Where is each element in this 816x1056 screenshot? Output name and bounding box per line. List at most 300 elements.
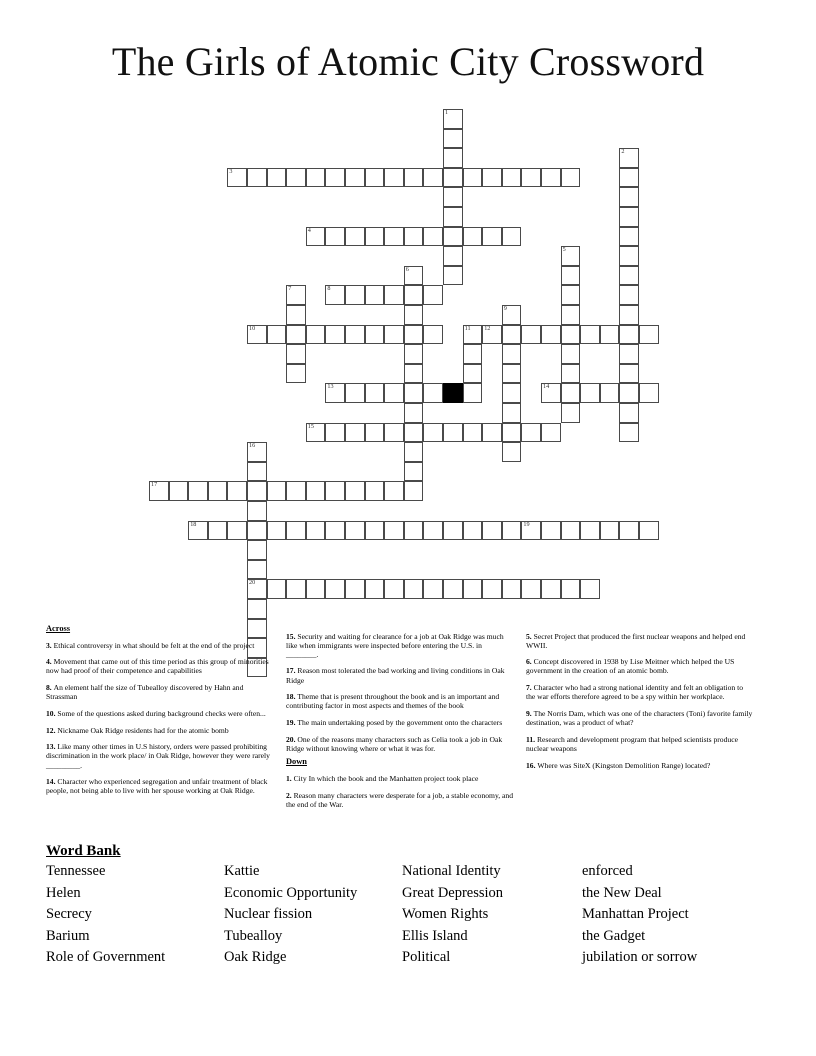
clue-down-9 [526,709,754,727]
grid-cell[interactable] [561,521,581,541]
grid-cell[interactable] [404,285,424,305]
grid-cell[interactable] [404,227,424,247]
clue-text: The Norris Dam, which was one of the characters (Toni) favorite family destination, was a product of what? [526,708,753,728]
grid-cell[interactable] [365,423,385,443]
grid-cell[interactable] [325,285,345,305]
grid-cell[interactable] [286,168,306,188]
grid-cell[interactable] [325,168,345,188]
grid-cell[interactable] [345,481,365,501]
grid-cell[interactable] [365,285,385,305]
grid-cell[interactable] [463,521,483,541]
grid-cell[interactable] [286,325,306,345]
clue-number: 8. [46,683,54,693]
grid-cell[interactable] [247,521,267,541]
grid-cell[interactable] [463,423,483,443]
grid-cell-number: 17 [151,481,158,489]
word-bank-item: the New Deal [582,884,662,901]
word-bank-item: Oak Ridge [224,949,287,965]
grid-cell[interactable] [463,325,483,345]
grid-cell[interactable] [345,423,365,443]
grid-cell[interactable] [345,383,365,403]
clue-number: 5. [526,631,534,641]
grid-cell[interactable] [247,599,267,619]
grid-cell[interactable] [443,207,463,227]
clue-number: 16. [526,760,538,770]
grid-cell[interactable] [443,187,463,207]
grid-cell[interactable] [286,481,306,501]
grid-cell[interactable] [580,579,600,599]
word-bank-item: Political [402,949,451,965]
clue-text: Ethical controversy in what should be felt at the end of the project [53,640,255,650]
grid-cell[interactable] [561,383,581,403]
word-bank-item: Helen [46,884,81,901]
grid-cell[interactable] [619,325,639,345]
grid-cell-number: 3 [229,167,233,175]
word-bank-item: enforced [582,863,633,879]
grid-cell[interactable] [502,423,522,443]
grid-cell[interactable] [482,423,502,443]
clue-number: 13. [46,742,58,752]
grid-cell[interactable] [325,325,345,345]
grid-cell[interactable] [600,325,620,345]
grid-cell[interactable] [482,579,502,599]
grid-cell[interactable] [502,403,522,423]
grid-cell[interactable] [227,481,247,501]
grid-cell[interactable] [306,481,326,501]
grid-cell[interactable] [345,521,365,541]
grid-cell[interactable] [443,423,463,443]
grid-cell[interactable] [443,227,463,247]
grid-cell[interactable] [561,246,581,266]
grid-cell[interactable] [639,521,659,541]
grid-cell[interactable] [639,383,659,403]
grid-cell[interactable] [404,442,424,462]
word-bank-item: Ellis Island [402,927,468,944]
clue-across-8 [46,683,274,701]
grid-cell-number: 13 [327,383,334,391]
clue-down-2 [286,791,514,809]
clue-text: Like many other times in U.S history, orders were passed prohibiting discrimination in the work place/ in Oak Ridge, however they were rarely _________. [46,742,270,770]
grid-cell[interactable] [561,285,581,305]
grid-cell[interactable] [247,481,267,501]
grid-cell[interactable] [247,579,267,599]
grid-cell[interactable] [423,325,443,345]
grid-cell[interactable] [561,168,581,188]
clue-text: Character who had a strong national identity and felt an obligation to the war efforts therefore agreed to be a spy within her workplace. [526,683,743,702]
clue-text: Theme that is present throughout the book and is an important and contributing factor in most aspects and themes of the book [286,692,500,711]
grid-cell[interactable] [404,325,424,345]
grid-cell[interactable] [404,481,424,501]
clue-text: Research and development program that helped scientists produce nuclear weapons [526,734,738,753]
clue-number: 14. [46,777,58,787]
grid-cell-number: 12 [484,324,491,332]
grid-cell[interactable] [325,423,345,443]
grid-cell-number: 6 [405,265,409,273]
grid-cell[interactable] [482,521,502,541]
grid-cell-blocked [443,383,463,403]
grid-cell[interactable] [482,168,502,188]
grid-cell-number: 1 [445,109,449,116]
clue-text: Some of the questions asked during background checks were often... [57,708,266,718]
grid-cell[interactable] [247,540,267,560]
grid-cell[interactable] [521,579,541,599]
clue-text: An element half the size of Tubealloy discovered by Hahn and Strassman [46,683,244,702]
grid-cell[interactable] [443,109,463,129]
grid-cell[interactable] [365,481,385,501]
grid-cell[interactable] [365,227,385,247]
grid-cell[interactable] [541,325,561,345]
clue-across-20 [286,735,514,753]
word-bank-item: Kattie [224,863,260,879]
grid-cell[interactable] [443,168,463,188]
grid-cell[interactable] [443,246,463,266]
grid-cell[interactable] [463,383,483,403]
grid-cell[interactable] [404,403,424,423]
page-title: The Girls of Atomic City Crossword [111,39,705,84]
grid-cell[interactable] [384,168,404,188]
grid-cell[interactable] [208,481,228,501]
grid-cell[interactable] [619,187,639,207]
word-bank-item: Economic Opportunity [224,884,358,901]
grid-cell[interactable] [365,168,385,188]
grid-cell[interactable] [561,579,581,599]
clue-across-18 [286,692,514,710]
clue-across-17 [286,666,514,684]
grid-cell[interactable] [423,383,443,403]
clue-text: Reason most tolerated the bad working and living conditions in Oak Ridge [286,666,505,685]
grid-cell[interactable] [286,579,306,599]
grid-cell[interactable] [227,168,247,188]
grid-cell[interactable] [619,168,639,188]
grid-cell[interactable] [345,579,365,599]
grid-cell[interactable] [561,344,581,364]
clue-down-5 [526,632,754,650]
clue-text: The main undertaking posed by the government onto the characters [297,718,503,728]
grid-cell-number: 19 [523,520,530,528]
clue-number: 20. [286,734,298,744]
grid-cell[interactable] [443,129,463,149]
grid-cell[interactable] [286,364,306,384]
grid-cell[interactable] [247,168,267,188]
clue-across-15 [286,632,514,659]
grid-cell[interactable] [286,305,306,325]
grid-cell[interactable] [306,227,326,247]
word-bank-item: Nuclear fission [224,906,313,922]
grid-cell[interactable] [502,168,522,188]
grid-cell-number: 10 [249,324,256,332]
word-bank-item: National Identity [402,863,501,879]
clue-number: 7. [526,683,534,693]
grid-cell-number: 8 [327,285,331,293]
grid-cell[interactable] [521,168,541,188]
grid-cell[interactable] [619,403,639,423]
grid-cell[interactable] [521,423,541,443]
word-bank-section [46,843,776,967]
grid-cell[interactable] [541,383,561,403]
grid-cell[interactable] [443,148,463,168]
grid-cell[interactable] [404,168,424,188]
grid-cell[interactable] [541,579,561,599]
clue-across-10 [46,709,274,718]
grid-cell[interactable] [404,305,424,325]
word-bank-item: Great Depression [402,884,504,901]
grid-cell[interactable] [619,207,639,227]
grid-cell[interactable] [306,168,326,188]
grid-cell[interactable] [423,168,443,188]
grid-cell[interactable] [404,364,424,384]
grid-cell[interactable] [227,521,247,541]
clue-number: 2. [286,790,294,800]
grid-cell[interactable] [482,325,502,345]
grid-cell-number: 5 [562,246,566,254]
grid-cell[interactable] [541,521,561,541]
clue-number: 4. [46,657,54,667]
grid-cell[interactable] [247,501,267,521]
grid-cell[interactable] [188,521,208,541]
grid-cell[interactable] [306,521,326,541]
grid-cell[interactable] [404,521,424,541]
grid-cell[interactable] [345,168,365,188]
grid-cell[interactable] [325,383,345,403]
grid-cell[interactable] [365,383,385,403]
grid-cell[interactable] [404,579,424,599]
clue-number: 9. [526,708,534,718]
grid-cell[interactable] [423,227,443,247]
grid-cell[interactable] [325,579,345,599]
grid-cell[interactable] [423,423,443,443]
grid-cell[interactable] [561,305,581,325]
grid-cell[interactable] [521,521,541,541]
grid-cell[interactable] [502,305,522,325]
grid-cell[interactable] [325,481,345,501]
grid-cell[interactable] [463,227,483,247]
grid-cell[interactable] [443,579,463,599]
grid-cell[interactable] [188,481,208,501]
grid-cell[interactable] [580,383,600,403]
grid-cell[interactable] [502,579,522,599]
grid-cell[interactable] [384,423,404,443]
clue-text: Security and waiting for clearance for a job at Oak Ridge was much like when immigrants were inspected before entering the U.S. in ________. [286,631,504,659]
word-bank-item: Manhattan Project [582,906,689,922]
clue-down-7 [526,683,754,701]
clue-number: 12. [46,725,58,735]
word-bank-item: Barium [46,927,90,944]
grid-cell[interactable] [267,168,287,188]
grid-cell[interactable] [521,325,541,345]
grid-cell[interactable] [619,383,639,403]
clue-across-13 [46,742,274,769]
grid-cell[interactable] [208,521,228,541]
grid-cell[interactable] [345,227,365,247]
word-bank-item: Secrecy [46,906,92,922]
grid-cell[interactable] [463,168,483,188]
clue-down-6 [526,657,754,675]
grid-cell[interactable] [619,285,639,305]
grid-cell-number: 20 [249,579,256,587]
grid-cell[interactable] [384,325,404,345]
grid-cell[interactable] [502,344,522,364]
clue-text: One of the reasons many characters such as Celia took a job in Oak Ridge without knowing where or what it was for. [286,734,503,753]
grid-cell[interactable] [404,462,424,482]
down-heading: Down [286,757,307,767]
clue-number: 11. [526,734,537,744]
grid-cell[interactable] [541,168,561,188]
grid-cell[interactable] [619,423,639,443]
grid-cell[interactable] [600,383,620,403]
grid-cell[interactable] [423,285,443,305]
grid-cell[interactable] [286,521,306,541]
grid-cell[interactable] [247,325,267,345]
clue-text: Concept discovered in 1938 by Lise Meitner which helped the US government in the creation of an atomic bomb. [526,657,735,676]
grid-cell[interactable] [463,579,483,599]
crossword-grid[interactable] [0,100,816,630]
clue-column-3 [526,624,754,774]
word-bank-title: Word Bank [46,843,121,859]
clue-across-14 [46,777,274,795]
grid-cell[interactable] [502,521,522,541]
grid-cell[interactable] [306,579,326,599]
across-heading: Across [46,624,71,633]
clue-across-19 [286,718,514,727]
clue-down-1 [286,774,514,783]
grid-cell[interactable] [247,442,267,462]
grid-cell[interactable] [580,325,600,345]
grid-cell[interactable] [384,227,404,247]
grid-cell[interactable] [169,481,189,501]
grid-cell[interactable] [365,579,385,599]
word-bank-item: Tennessee [46,863,106,879]
clue-number: 15. [286,631,298,641]
grid-cell[interactable] [404,344,424,364]
grid-cell[interactable] [247,462,267,482]
clue-column-2 [286,624,514,813]
grid-cell[interactable] [365,325,385,345]
grid-cell[interactable] [619,246,639,266]
grid-cell[interactable] [561,403,581,423]
clue-text: Reason many characters were desperate for a job, a stable economy, and the end of the War. [286,790,514,809]
grid-cell[interactable] [306,423,326,443]
clue-down-16 [526,761,754,770]
grid-cell[interactable] [384,579,404,599]
grid-cell[interactable] [619,364,639,384]
grid-cell-number: 14 [543,383,550,391]
clue-text: Movement that came out of this time period as this group of minorities now had proof of their competence and capabilities [46,657,269,676]
clue-text: Secret Project that produced the first nuclear weapons and helped end WWII. [526,631,746,650]
clue-number: 10. [46,708,58,718]
clue-text: Nickname Oak Ridge residents had for the atomic bomb [57,725,229,735]
word-bank-item: the Gadget [582,927,646,944]
clue-text: Where was SiteX (Kingston Demolition Range) located? [537,760,711,770]
grid-cell[interactable] [345,285,365,305]
clue-number: 18. [286,692,298,702]
grid-cell[interactable] [502,325,522,345]
grid-cell[interactable] [502,364,522,384]
grid-cell[interactable] [541,423,561,443]
grid-cell[interactable] [463,364,483,384]
clue-number: 19. [286,718,298,728]
grid-cell[interactable] [286,285,306,305]
grid-cell[interactable] [306,325,326,345]
grid-cell-number: 7 [288,285,292,293]
grid-cell[interactable] [384,383,404,403]
grid-cell-number: 11 [464,324,471,332]
grid-cell[interactable] [561,266,581,286]
grid-cell[interactable] [267,579,287,599]
grid-cell-number: 18 [190,520,197,528]
grid-cell[interactable] [600,521,620,541]
grid-cell[interactable] [267,521,287,541]
word-bank-item: Role of Government [46,949,166,965]
grid-cell[interactable] [423,579,443,599]
grid-cell[interactable] [267,481,287,501]
clue-number: 3. [46,640,54,650]
grid-cell[interactable] [247,560,267,580]
grid-cell[interactable] [619,227,639,247]
grid-cell[interactable] [325,227,345,247]
clue-number: 17. [286,666,298,676]
grid-cell[interactable] [639,325,659,345]
grid-cell[interactable] [482,227,502,247]
grid-cell[interactable] [384,521,404,541]
word-bank-item: jubilation or sorrow [582,949,698,965]
clue-text: Character who experienced segregation and unfair treatment of black people, not being able to live with her spouse working at Oak Ridge. [46,777,268,796]
grid-cell-number: 9 [503,305,507,312]
clue-number: 1. [286,773,294,783]
grid-cell[interactable] [443,521,463,541]
grid-cell[interactable] [502,383,522,403]
grid-cell[interactable] [619,266,639,286]
grid-cell-number: 2 [621,148,625,156]
grid-cell[interactable] [580,521,600,541]
word-bank-item: Tubealloy [224,927,283,944]
grid-cell-number: 4 [307,226,311,234]
grid-cell[interactable] [404,423,424,443]
clue-number: 6. [526,657,534,667]
clue-across-3 [46,641,274,650]
grid-cell[interactable] [619,305,639,325]
grid-cell[interactable] [149,481,169,501]
grid-cell[interactable] [502,227,522,247]
grid-cell[interactable] [404,266,424,286]
grid-cell-number: 16 [249,442,256,450]
grid-cell[interactable] [561,364,581,384]
grid-cell[interactable] [384,285,404,305]
word-bank-item: Women Rights [402,906,489,922]
grid-cell[interactable] [561,325,581,345]
grid-cell[interactable] [345,325,365,345]
clue-across-4 [46,657,274,675]
grid-cell[interactable] [619,521,639,541]
clues-section [46,624,776,829]
word-bank-grid [46,862,776,967]
clue-down-11 [526,735,754,753]
grid-cell[interactable] [463,344,483,364]
clue-across-12 [46,726,274,735]
grid-cell[interactable] [286,344,306,364]
grid-cell[interactable] [384,481,404,501]
grid-cell[interactable] [502,442,522,462]
grid-cell[interactable] [619,148,639,168]
grid-cell[interactable] [365,521,385,541]
clue-text: City In which the book and the Manhatten project took place [293,773,479,783]
grid-cell[interactable] [325,521,345,541]
grid-cell[interactable] [267,325,287,345]
grid-cell[interactable] [423,521,443,541]
grid-cell[interactable] [619,344,639,364]
grid-cell-number: 15 [307,422,314,430]
grid-cell[interactable] [404,383,424,403]
grid-cell[interactable] [443,266,463,286]
